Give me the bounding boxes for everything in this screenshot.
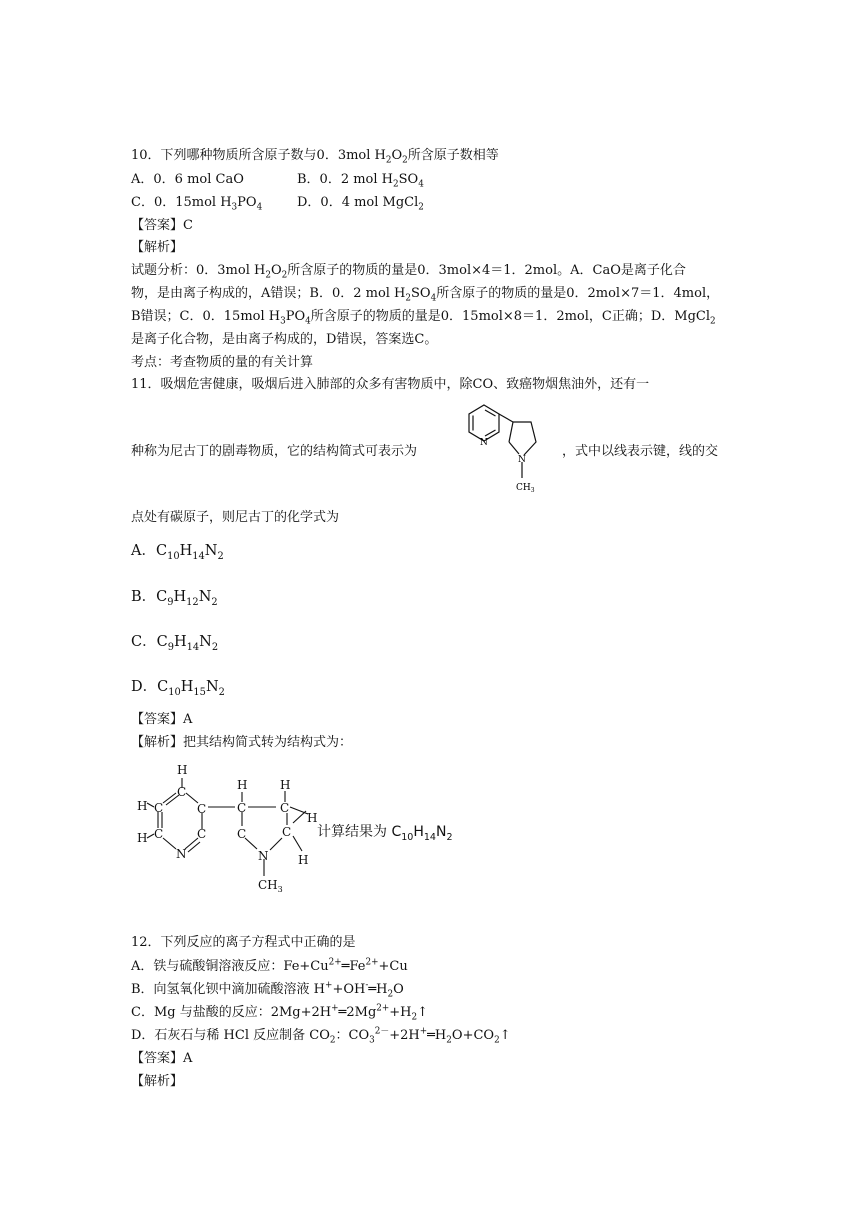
q10-option-a: A．0．6 mol CaO xyxy=(131,172,244,187)
h-atom: H xyxy=(307,811,318,825)
q11-option-b: B．$C_9H_{12}N_2$ xyxy=(131,589,218,608)
q11-calc-result: 计算结果为 $C_{10}H_{14}N_2$ xyxy=(317,824,453,843)
q10-jiexi: 【解析】 xyxy=(131,240,184,255)
q10-analysis-line-3: B错误；C．0．15mol $H_3PO_4$所含原子的物质的量是0．15mol×8＝1．2mol，C正确；D．MgCl$_2$ xyxy=(131,309,716,327)
h-atom: H xyxy=(137,799,148,813)
q11-option-c: C．$C_9H_{14}N_2$ xyxy=(131,634,219,653)
c-atom: C xyxy=(197,802,207,816)
methyl-group: $CH_3$ xyxy=(258,878,283,894)
skeletal-n-pyrrolidine: N xyxy=(518,455,526,465)
c-atom: C xyxy=(237,827,247,841)
skeletal-methyl: $CH_3$ xyxy=(516,483,535,494)
n-atom: N xyxy=(176,847,187,861)
q12-option-c: C．Mg 与盐酸的反应：$2Mg+2H^+═2Mg^{2+}+H_2↑$ xyxy=(131,1003,429,1023)
n-atom: N xyxy=(258,849,269,863)
q12-stem: 12．下列反应的离子方程式中正确的是 xyxy=(131,935,356,950)
h-atom: H xyxy=(298,853,309,867)
h-atom: H xyxy=(280,778,291,792)
c-atom: C xyxy=(154,827,164,841)
q10-analysis-line-1: 试题分析：0．3mol $H_2O_2$所含原子的物质的量是0．3mol×4＝1．2mol。A．CaO是离子化合 xyxy=(131,263,686,281)
q10-stem: 10．下列哪种物质所含原子数与0．3mol $H_2O_2$所含原子数相等 xyxy=(131,148,499,166)
q12-option-d: D．石灰石与稀 HCl 反应制备 $CO_2$：$CO_3^{2-}+2H^+═H_2O+CO_2↑$ xyxy=(131,1026,511,1046)
h-atom: H xyxy=(137,831,148,845)
h-atom: H xyxy=(237,778,248,792)
q12-answer: 【答案】A xyxy=(131,1051,193,1066)
q11-stem-line-1: 11．吸烟危害健康，吸烟后进入肺部的众多有害物质中，除CO、致癌物烟焦油外，还有一 xyxy=(131,377,650,392)
c-atom: C xyxy=(154,801,164,815)
q11-stem-line-3: 点处有碳原子，则尼古丁的化学式为 xyxy=(131,510,340,525)
q10-option-b: B．0．2 mol $H_2SO_4$ xyxy=(297,172,424,190)
q10-answer: 【答案】C xyxy=(131,218,193,233)
q10-analysis-line-4: 是离子化合物，是由离子构成的，D错误，答案选C。 xyxy=(131,332,438,347)
q10-kaodian: 考点：考查物质的量的有关计算 xyxy=(131,355,314,370)
q11-stem-line-2b: ，式中以线表示键，线的交 xyxy=(562,444,719,459)
q12-jiexi: 【解析】 xyxy=(131,1074,184,1089)
c-atom: C xyxy=(282,825,292,839)
skeletal-n-pyridine: N xyxy=(480,438,488,448)
c-atom: C xyxy=(280,801,290,815)
q10-analysis-line-2: 物，是由离子构成的，A错误；B．0．2 mol $H_2SO_4$所含原子的物质的量是0．2mol×7＝1．4mol， xyxy=(131,286,720,304)
q12-option-a: A．铁与硫酸铜溶液反应：$Fe+Cu^{2+}═Fe^{2+}+Cu$ xyxy=(131,957,408,974)
c-atom: C xyxy=(177,785,187,799)
h-atom: H xyxy=(177,763,188,777)
q11-answer: 【答案】A xyxy=(131,712,193,727)
nicotine-skeletal-formula xyxy=(466,402,558,494)
nicotine-structural-formula xyxy=(130,756,330,926)
q11-option-a: A．$C_{10}H_{14}N_2$ xyxy=(131,543,224,562)
q12-option-b: B．向氢氧化钡中滴加硫酸溶液 $H^++OH^-═H_2O$ xyxy=(131,980,404,1000)
q11-stem-line-2a: 种称为尼古丁的剧毒物质，它的结构简式可表示为 xyxy=(131,444,418,459)
q10-option-d: D．0．4 mol MgCl$_2$ xyxy=(297,195,424,213)
q11-option-d: D．$C_{10}H_{15}N_2$ xyxy=(131,679,225,698)
q10-option-c: C．0．15mol $H_3PO_4$ xyxy=(131,195,263,213)
c-atom: C xyxy=(197,827,207,841)
c-atom: C xyxy=(237,801,247,815)
q11-jiexi: 【解析】把其结构简式转为结构式为： xyxy=(131,735,353,750)
